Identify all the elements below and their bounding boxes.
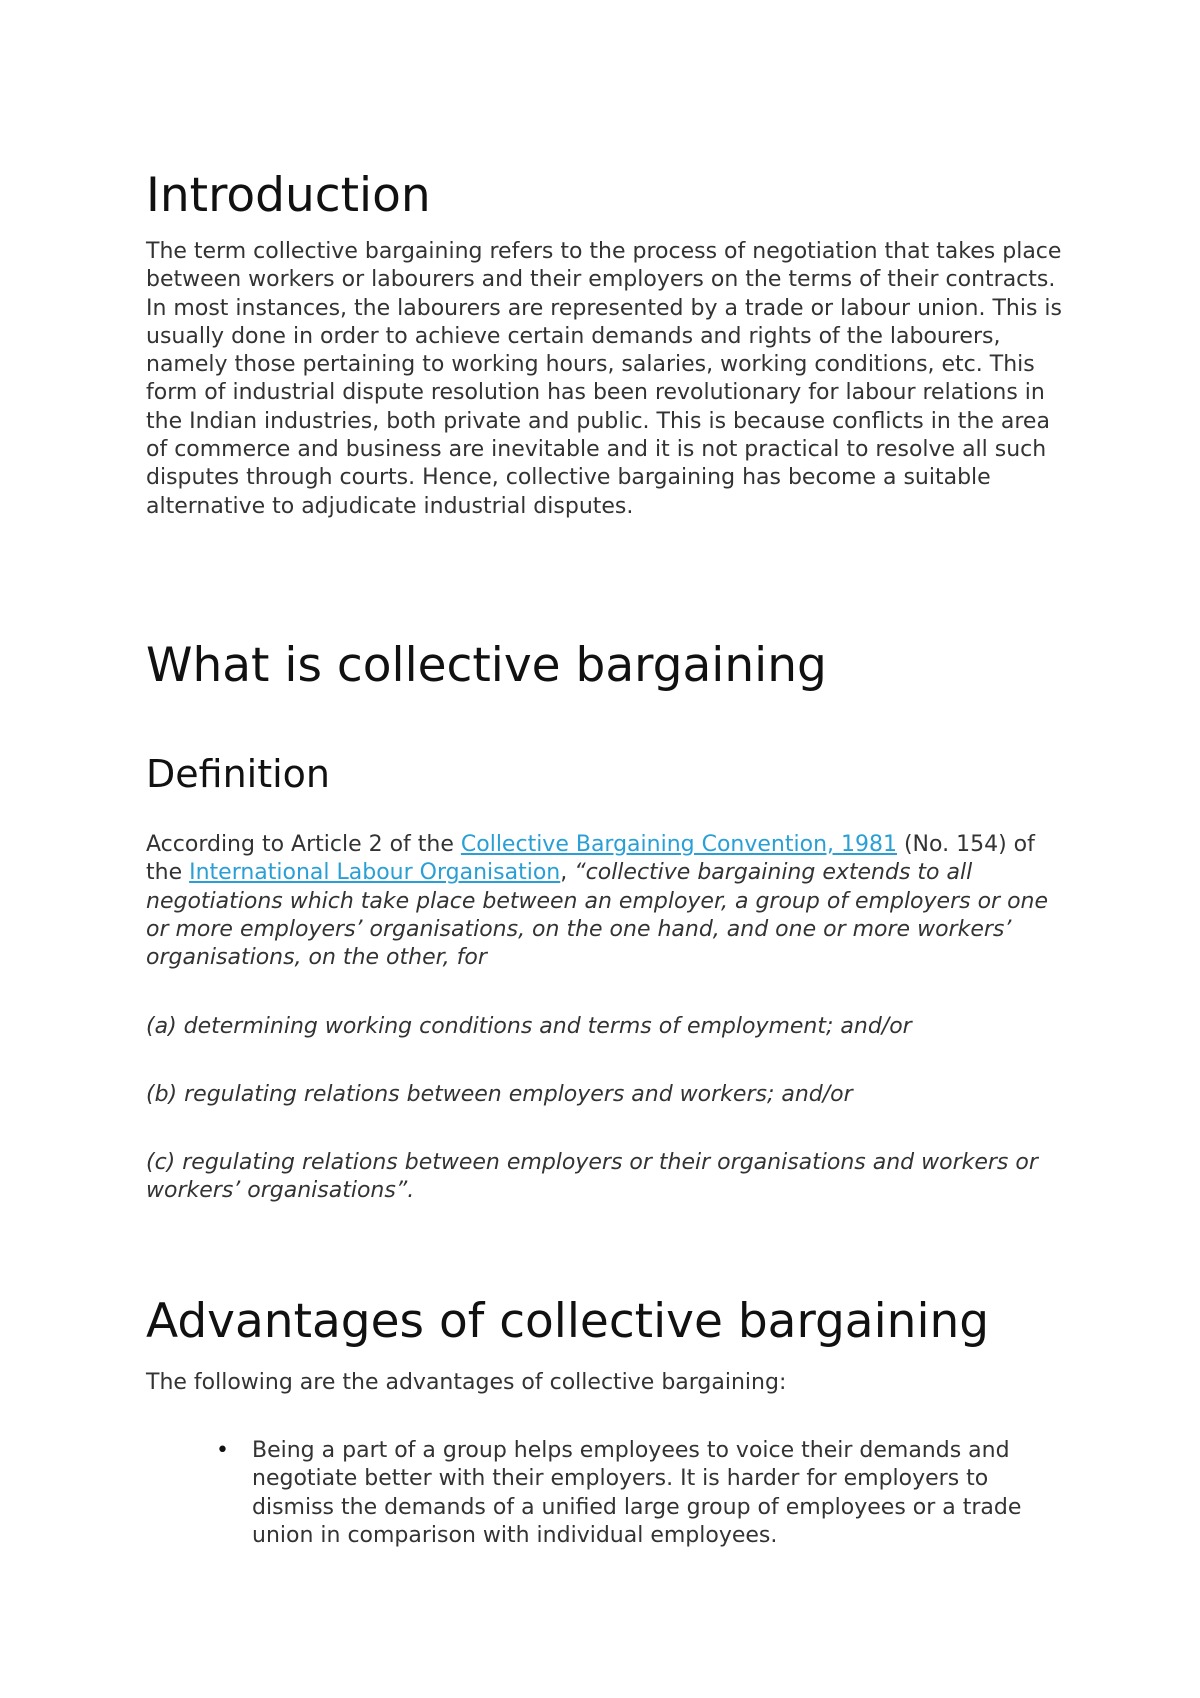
bullet-icon: •: [216, 1438, 229, 1463]
list-item: [146, 1437, 1066, 1550]
definition-quote: “collective bargaining extends to all negotiations which take place between an employer, a group of employers or one or more employers’ organisations, on the one hand, and one or more workers’ organisations, on the other, for: [146, 860, 1049, 971]
heading-definition: Definition: [146, 752, 331, 796]
definition-item-b: (b) regulating relations between employers and workers; and/or: [146, 1082, 853, 1107]
definition-text-1: According to Article 2 of the: [146, 832, 461, 857]
introduction-paragraph: The term collective bargaining refers to the process of negotiation that takes place between workers or labourers and their employers on the terms of their contracts. In most instances, the labourers are represented by a trade or labour union. This is usually done in order to achieve certain demands and rights of the labourers, namely those pertaining to working hours, salaries, working conditions, etc. This form of industrial dispute resolution has been revolutionary for labour relations in the Indian industries, both private and public. This is because conflicts in the area of commerce and business are inevitable and it is not practical to resolve all such disputes through courts. Hence, collective bargaining has become a suitable alternative to adjudicate industrial disputes.: [146, 239, 1062, 519]
definition-item-c: (c) regulating relations between employers or their organisations and workers or workers’ organisations”.: [146, 1150, 1038, 1204]
link-international-labour-organisation[interactable]: International Labour Organisation: [189, 860, 561, 886]
heading-introduction: Introduction: [146, 168, 431, 223]
link-collective-bargaining-convention[interactable]: Collective Bargaining Convention, 1981: [460, 832, 897, 857]
definition-paragraph: [146, 831, 1066, 972]
definition-text-2: (No. 154) of the: [146, 832, 1035, 886]
definition-text-3: ,: [560, 860, 575, 886]
heading-what-is-collective-bargaining: What is collective bargaining: [146, 638, 827, 693]
advantages-list: [146, 1437, 1066, 1550]
heading-advantages: Advantages of collective bargaining: [146, 1294, 990, 1349]
advantages-intro: The following are the advantages of collective bargaining:: [146, 1370, 787, 1395]
definition-item-a: (a) determining working conditions and terms of employment; and/or: [146, 1014, 912, 1039]
list-item-text: Being a part of a group helps employees to voice their demands and negotiate better with their employers. It is harder for employers to dismiss the demands of a unified large group of employees or a trade union in comparison with individual employees.: [252, 1438, 1022, 1548]
